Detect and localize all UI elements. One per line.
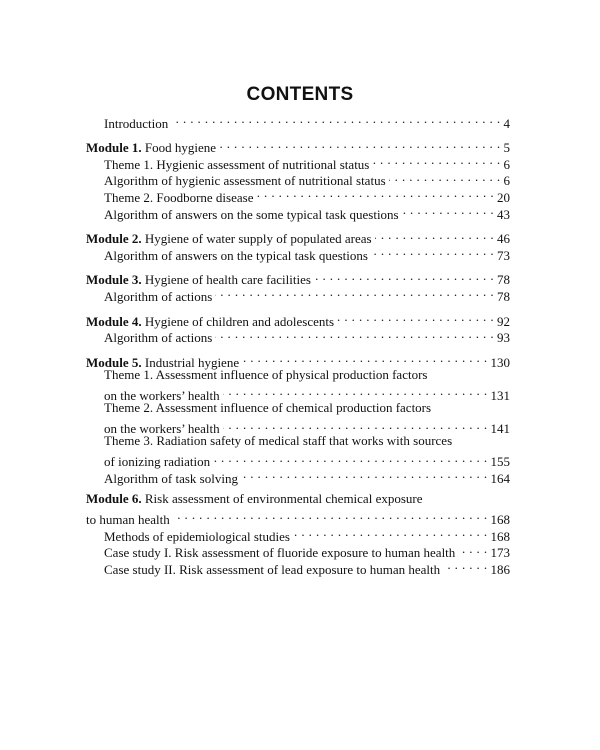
toc-entry <box>86 350 510 370</box>
dot-leader <box>337 309 494 326</box>
toc-entry <box>86 309 510 329</box>
module-label: Module 6. <box>86 490 142 506</box>
toc-entry-page: 186 <box>490 561 510 577</box>
toc-entry-page: 92 <box>497 313 510 329</box>
module-label: Module 1. <box>86 140 142 156</box>
toc-entry-title: Module 2. Hygiene of water supply of populated areas <box>86 231 372 247</box>
toc-entry-page: 46 <box>497 231 510 247</box>
dot-leader <box>443 557 487 574</box>
toc-entry-title: on the workers’ health <box>104 421 220 437</box>
toc-entry-page: 6 <box>503 173 510 189</box>
module-label: Module 5. <box>86 354 142 370</box>
toc-entry-page: 73 <box>497 247 510 263</box>
toc-entry-title: Theme 1. Assessment influence of physical production factors <box>104 366 428 382</box>
dot-leader <box>372 152 500 169</box>
toc-entry-page: 4 <box>503 115 510 131</box>
toc-entry <box>86 136 510 156</box>
dot-leader <box>213 450 487 467</box>
toc-entry-title: Case study I. Risk assessment of fluoride exposure to human health <box>104 545 456 561</box>
toc-entry-title: Algorithm of answers on the typical task questions <box>104 247 368 263</box>
toc-entry-page: 93 <box>497 330 510 346</box>
toc-entry-title: Case study II. Risk assessment of lead exposure to human health <box>104 561 441 577</box>
table-of-contents <box>86 111 510 577</box>
dot-leader <box>215 284 494 301</box>
toc-entry-page: 43 <box>497 206 510 222</box>
module-label: Module 4. <box>86 313 142 329</box>
dot-leader <box>215 326 494 343</box>
page-title: CONTENTS <box>246 84 354 105</box>
toc-entry-title: Algorithm of actions <box>104 288 213 304</box>
toc-entry-title: to human health <box>86 512 170 528</box>
toc-entry-page: 168 <box>490 528 510 544</box>
dot-leader <box>458 541 487 558</box>
toc-entry-title: Module 1. Food hygiene <box>86 140 217 156</box>
toc-entry-title: Module 5. Industrial hygiene <box>86 354 240 370</box>
toc-entry-page: 173 <box>490 545 510 561</box>
toc-entry <box>86 383 510 403</box>
toc-entry-title: Algorithm of answers on the some typical task questions <box>104 206 399 222</box>
toc-entry <box>86 450 510 470</box>
toc-entry <box>86 367 510 384</box>
dot-leader <box>223 417 488 434</box>
toc-entry-title: Algorithm of hygienic assessment of nutritional status <box>104 173 386 189</box>
toc-entry <box>86 268 510 288</box>
toc-entry-title: Theme 2. Foodborne disease <box>104 189 254 205</box>
dot-leader <box>389 169 501 186</box>
toc-entry-page: 155 <box>490 454 510 470</box>
toc-entry <box>86 400 510 417</box>
toc-entry-title: Module 4. Hygiene of children and adolescents <box>86 313 335 329</box>
toc-entry-title: Introduction <box>104 115 169 131</box>
toc-entry-title: Theme 1. Hygienic assessment of nutritional status <box>104 156 370 172</box>
toc-entry-title: Module 3. Hygiene of health care facilities <box>86 272 311 288</box>
dot-leader <box>293 524 488 541</box>
dot-leader <box>171 111 500 128</box>
toc-entry-page: 168 <box>490 512 510 528</box>
toc-entry-title: Theme 3. Radiation safety of medical staff that works with sources <box>104 433 453 449</box>
toc-entry-title: Methods of epidemiological studies <box>104 528 290 544</box>
toc-entry <box>86 227 510 247</box>
dot-leader <box>375 227 494 244</box>
toc-entry-page: 164 <box>490 470 510 486</box>
toc-entry <box>86 417 510 437</box>
toc-entry-page: 141 <box>490 421 510 437</box>
dot-leader <box>371 243 494 260</box>
toc-entry <box>86 507 510 528</box>
toc-entry-title: on the workers’ health <box>104 387 220 403</box>
toc-entry-page: 131 <box>490 387 510 403</box>
toc-entry-title: Algorithm of actions <box>104 330 213 346</box>
dot-leader <box>223 383 488 400</box>
toc-entry-title: Module 6. Risk assessment of environmental chemical exposure <box>86 490 423 506</box>
toc-entry <box>86 111 510 131</box>
toc-entry-title: Algorithm of task solving <box>104 470 238 486</box>
dot-leader <box>242 350 487 367</box>
dot-leader <box>219 136 500 153</box>
toc-entry-page: 130 <box>490 354 510 370</box>
toc-entry-page: 6 <box>503 156 510 172</box>
toc-entry-page: 20 <box>497 189 510 205</box>
toc-entry-title: Theme 2. Assessment influence of chemical production factors <box>104 399 432 415</box>
toc-entry-page: 78 <box>497 272 510 288</box>
toc-entry-page: 5 <box>503 140 510 156</box>
toc-entry <box>86 433 510 450</box>
dot-leader <box>241 466 488 483</box>
toc-entry-title: of ionizing radiation <box>104 454 211 470</box>
dot-leader <box>256 185 494 202</box>
module-label: Module 3. <box>86 272 142 288</box>
dot-leader <box>314 268 494 285</box>
dot-leader <box>402 202 494 219</box>
module-label: Module 2. <box>86 231 142 247</box>
toc-entry-page: 78 <box>497 288 510 304</box>
toc-entry <box>86 491 510 508</box>
dot-leader <box>173 507 488 524</box>
